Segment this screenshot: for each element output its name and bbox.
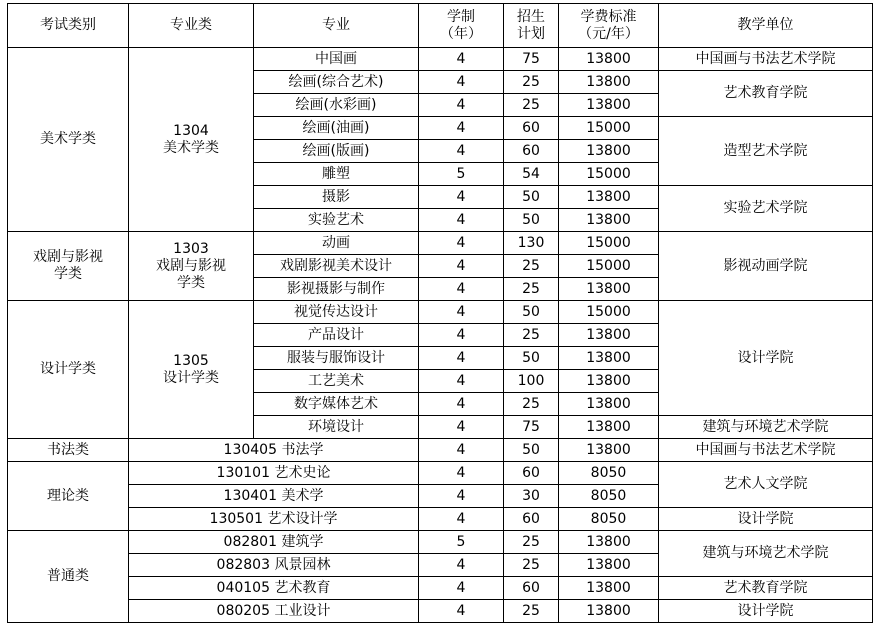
class-name-line2: 学类 [177,274,205,291]
major-cell: 数字媒体艺术 [254,393,419,416]
years-cell: 4 [419,416,504,439]
years-cell: 4 [419,117,504,140]
major-cell: 摄影 [254,186,419,209]
quota-cell: 50 [504,347,559,370]
fee-cell: 15000 [559,301,659,324]
quota-cell: 60 [504,462,559,485]
quota-cell: 25 [504,600,559,623]
header-fee [559,4,659,48]
header-fee-line2: （元/年） [578,25,639,42]
years-cell: 4 [419,255,504,278]
header-exam-category [8,4,129,48]
quota-cell: 25 [504,71,559,94]
major-cell: 实验艺术 [254,209,419,232]
years-cell: 4 [419,508,504,531]
years-cell: 4 [419,554,504,577]
fee-cell: 13800 [559,278,659,301]
table-row [8,232,873,255]
table-row [8,531,873,554]
major-cell: 绘画(水彩画) [254,94,419,117]
class-code: 1304 [173,122,209,139]
exam-category-line1: 戏剧与影视 [33,249,103,265]
fee-cell: 13800 [559,186,659,209]
quota-cell: 60 [504,508,559,531]
fee-cell: 13800 [559,209,659,232]
major-cell: 影视摄影与制作 [254,278,419,301]
years-cell: 5 [419,163,504,186]
fee-cell: 15000 [559,255,659,278]
header-fee-line1: 学费标准 [580,8,637,25]
code-major-cell: 082801 建筑学 [129,531,419,554]
quota-cell: 25 [504,531,559,554]
code-major-cell: 130101 艺术史论 [129,462,419,485]
years-cell: 4 [419,485,504,508]
header-years [419,4,504,48]
years-cell: 4 [419,577,504,600]
fee-cell: 13800 [559,600,659,623]
quota-cell: 50 [504,301,559,324]
fee-cell: 13800 [559,140,659,163]
unit-cell: 实验艺术学院 [659,186,873,232]
header-years-line2: （年） [440,25,482,42]
header-years-line1: 学制 [447,8,475,25]
quota-cell: 25 [504,255,559,278]
exam-category-cell: 书法类 [8,439,129,462]
major-class-cell [129,48,254,232]
years-cell: 4 [419,94,504,117]
years-cell: 4 [419,370,504,393]
exam-category-cell: 普通类 [8,531,129,623]
major-cell: 视觉传达设计 [254,301,419,324]
quota-cell: 25 [504,393,559,416]
header-major-class [129,4,254,48]
table-row [8,439,873,462]
table-row [8,462,873,485]
quota-cell: 60 [504,577,559,600]
fee-cell: 8050 [559,508,659,531]
fee-cell: 8050 [559,462,659,485]
years-cell: 4 [419,48,504,71]
major-cell: 戏剧影视美术设计 [254,255,419,278]
major-cell: 环境设计 [254,416,419,439]
fee-cell: 13800 [559,439,659,462]
quota-cell: 50 [504,209,559,232]
years-cell: 4 [419,140,504,163]
major-cell: 产品设计 [254,324,419,347]
header-unit [659,4,873,48]
header-major-class-label: 专业类 [170,17,212,33]
unit-cell: 设计学院 [659,600,873,623]
class-name: 设计学类 [163,369,219,386]
unit-cell: 设计学院 [659,301,873,416]
quota-cell: 25 [504,324,559,347]
exam-category-cell: 理论类 [8,462,129,531]
fee-cell: 8050 [559,485,659,508]
years-cell: 4 [419,600,504,623]
table-row [8,577,873,600]
years-cell: 4 [419,232,504,255]
code-major-cell: 080205 工业设计 [129,600,419,623]
quota-cell: 54 [504,163,559,186]
header-unit-label: 教学单位 [737,17,794,33]
header-exam-category-label: 考试类别 [40,17,96,33]
years-cell: 4 [419,209,504,232]
fee-cell: 13800 [559,554,659,577]
code-major-cell: 130401 美术学 [129,485,419,508]
quota-cell: 50 [504,186,559,209]
fee-cell: 13800 [559,71,659,94]
major-cell: 中国画 [254,48,419,71]
years-cell: 4 [419,71,504,94]
years-cell: 4 [419,324,504,347]
quota-cell: 30 [504,485,559,508]
quota-cell: 75 [504,48,559,71]
major-cell: 绘画(油画) [254,117,419,140]
major-class-cell [129,232,254,301]
code-major-cell: 130405 书法学 [129,439,419,462]
major-class-cell [129,301,254,439]
major-cell: 绘画(版画) [254,140,419,163]
years-cell: 4 [419,439,504,462]
header-major [254,4,419,48]
table-row [8,508,873,531]
quota-cell: 25 [504,94,559,117]
code-major-cell: 040105 艺术教育 [129,577,419,600]
unit-cell: 艺术教育学院 [659,71,873,117]
major-cell: 动画 [254,232,419,255]
unit-cell: 设计学院 [659,508,873,531]
quota-cell: 25 [504,278,559,301]
unit-cell: 艺术教育学院 [659,577,873,600]
exam-category-line2: 学类 [54,266,82,282]
admissions-table [7,3,873,623]
years-cell: 4 [419,393,504,416]
unit-cell: 艺术人文学院 [659,462,873,508]
quota-cell: 100 [504,370,559,393]
header-quota [504,4,559,48]
header-quota-line1: 招生 [517,8,545,25]
class-code: 1305 [173,352,209,369]
exam-category-cell [8,232,129,301]
fee-cell: 15000 [559,163,659,186]
fee-cell: 15000 [559,232,659,255]
quota-cell: 60 [504,140,559,163]
header-quota-line2: 计划 [517,25,545,42]
fee-cell: 13800 [559,416,659,439]
table-row [8,301,873,324]
major-cell: 雕塑 [254,163,419,186]
fee-cell: 13800 [559,531,659,554]
fee-cell: 15000 [559,117,659,140]
major-cell: 绘画(综合艺术) [254,71,419,94]
unit-cell: 造型艺术学院 [659,117,873,186]
unit-cell: 中国画与书法艺术学院 [659,439,873,462]
unit-cell: 建筑与环境艺术学院 [659,531,873,577]
fee-cell: 13800 [559,577,659,600]
code-major-cell: 082803 风景园林 [129,554,419,577]
major-cell: 服装与服饰设计 [254,347,419,370]
quota-cell: 60 [504,117,559,140]
fee-cell: 13800 [559,94,659,117]
fee-cell: 13800 [559,324,659,347]
fee-cell: 13800 [559,347,659,370]
fee-cell: 13800 [559,393,659,416]
header-row [8,4,873,48]
exam-category-cell: 美术学类 [8,48,129,232]
code-major-cell: 130501 艺术设计学 [129,508,419,531]
years-cell: 4 [419,278,504,301]
years-cell: 4 [419,462,504,485]
unit-cell: 影视动画学院 [659,232,873,301]
quota-cell: 25 [504,554,559,577]
class-name: 美术学类 [163,139,219,156]
fee-cell: 13800 [559,48,659,71]
class-code: 1303 [173,240,209,257]
unit-cell: 建筑与环境艺术学院 [659,416,873,439]
fee-cell: 13800 [559,370,659,393]
quota-cell: 130 [504,232,559,255]
years-cell: 4 [419,186,504,209]
years-cell: 5 [419,531,504,554]
table-row [8,600,873,623]
years-cell: 4 [419,301,504,324]
exam-category-cell: 设计学类 [8,301,129,439]
header-major-label: 专业 [322,17,350,33]
table-row [8,48,873,71]
quota-cell: 75 [504,416,559,439]
class-name-line1: 戏剧与影视 [156,257,226,274]
unit-cell: 中国画与书法艺术学院 [659,48,873,71]
years-cell: 4 [419,347,504,370]
major-cell: 工艺美术 [254,370,419,393]
quota-cell: 50 [504,439,559,462]
